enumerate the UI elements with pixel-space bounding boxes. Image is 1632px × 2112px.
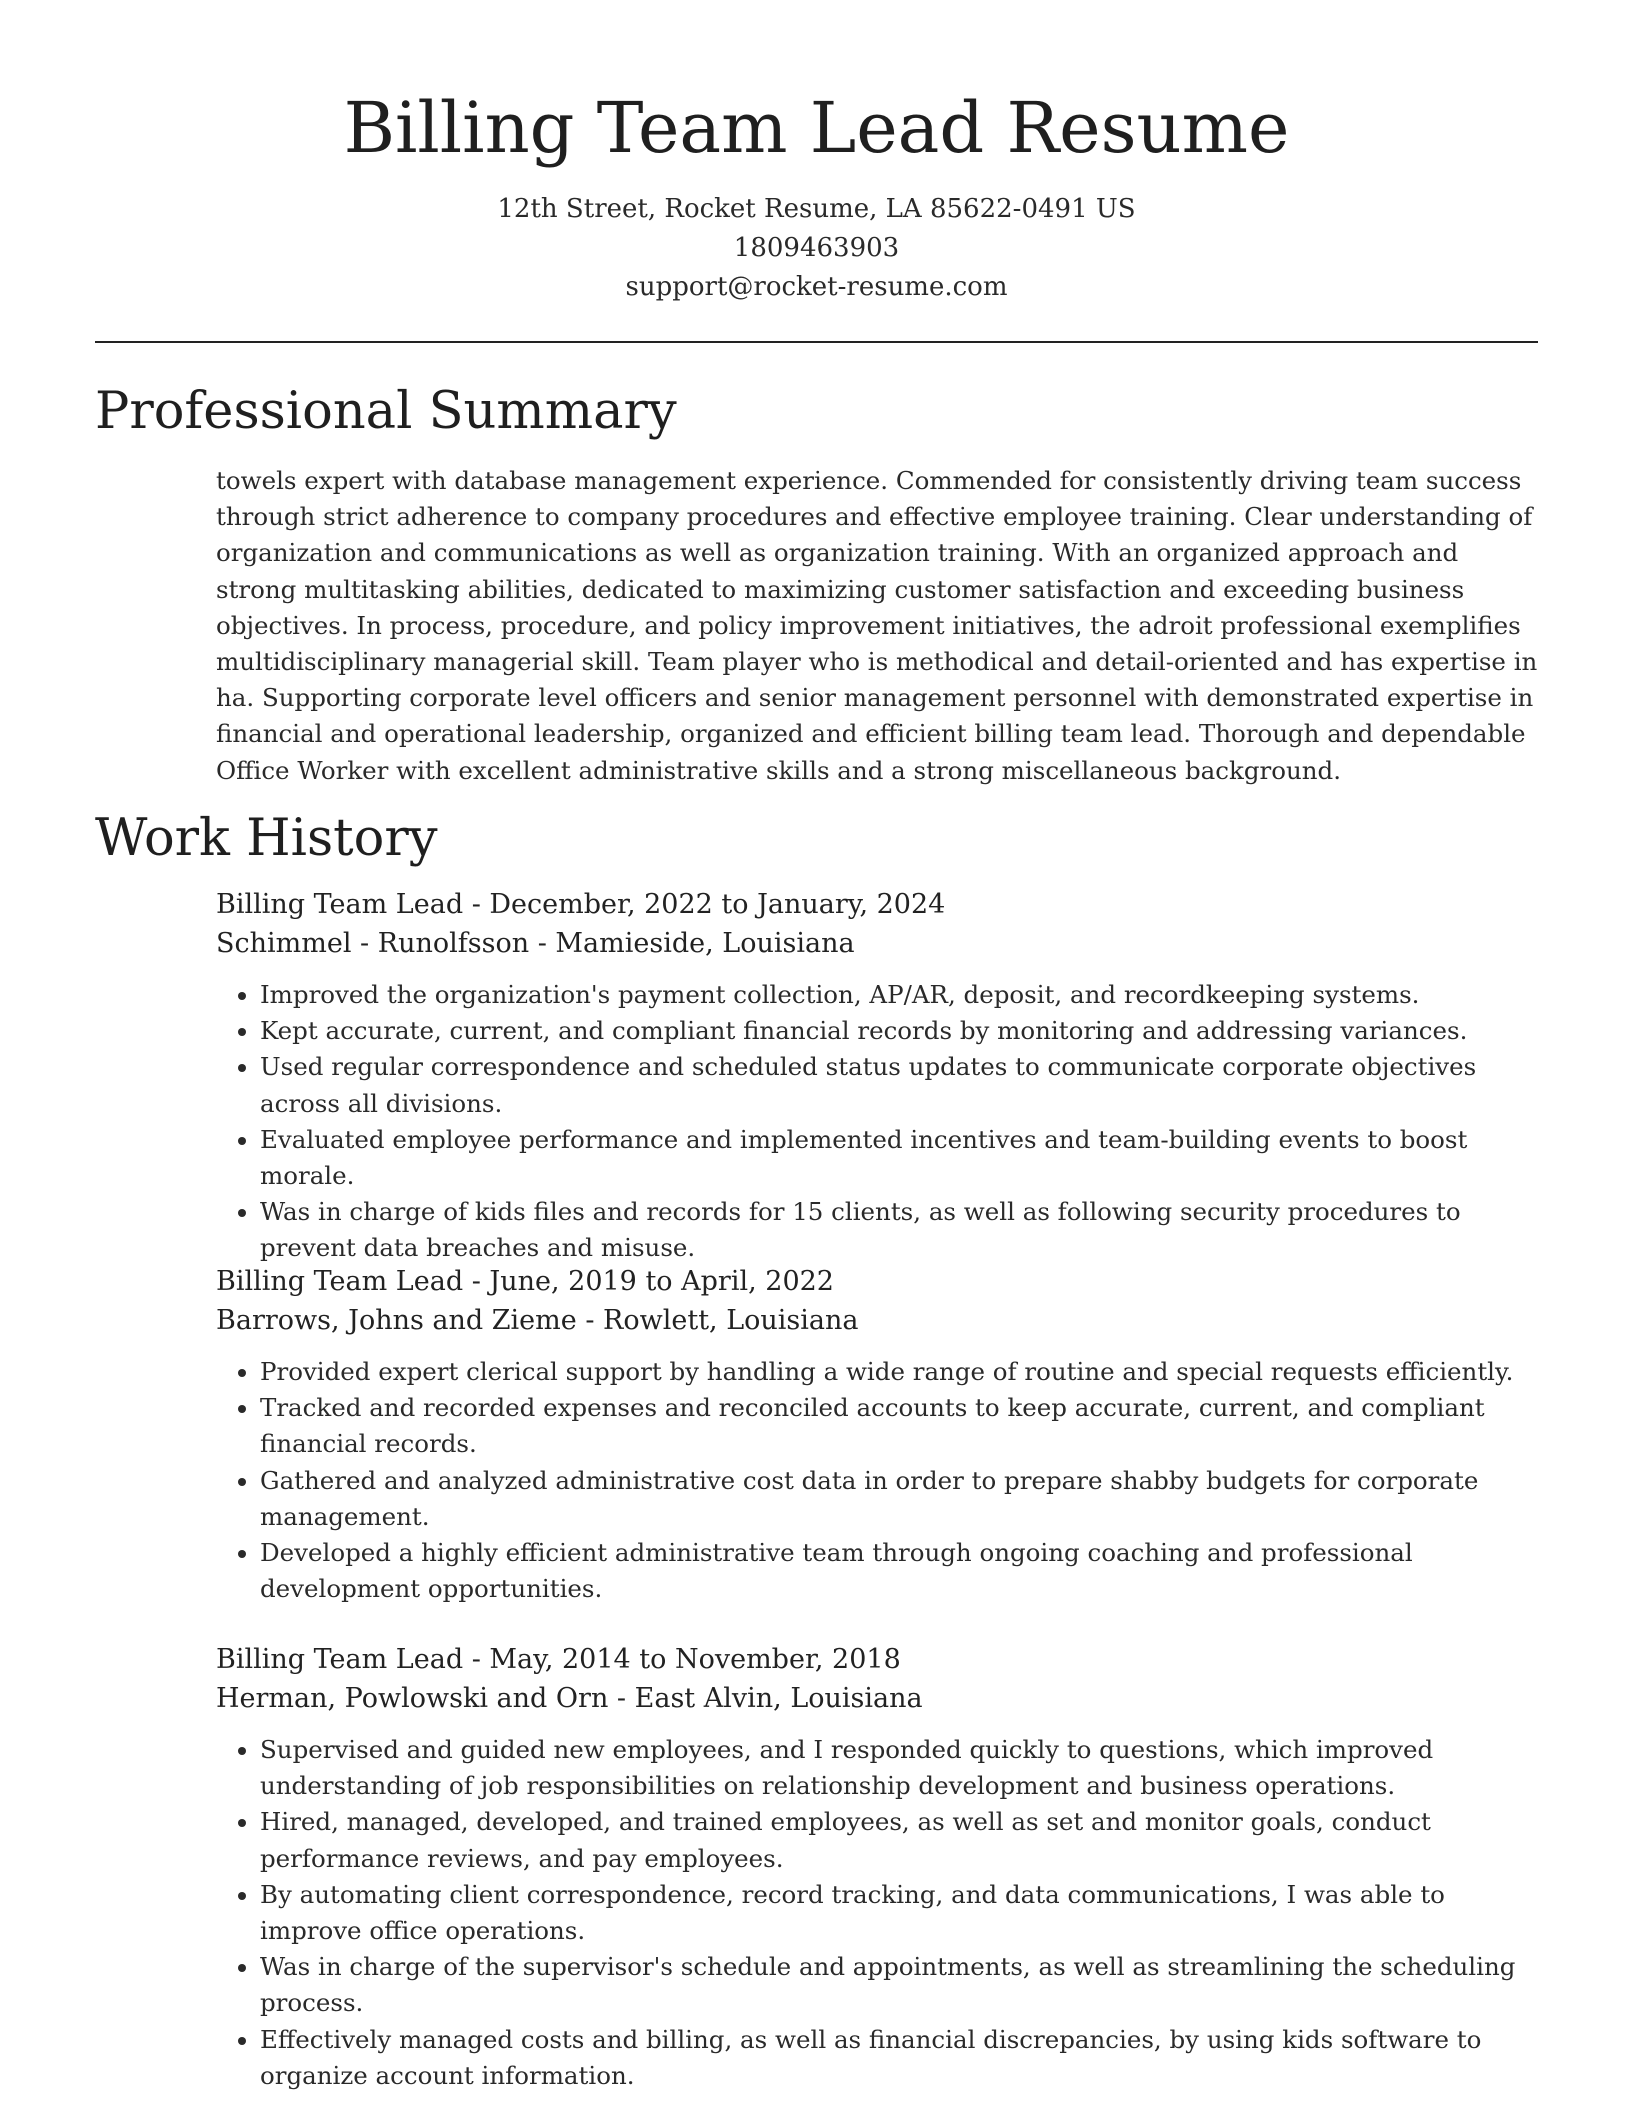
contact-block [95, 190, 1538, 307]
job-title-line: Billing Team Lead - May, 2014 to November, 2018 [216, 1644, 901, 1675]
job-entry [216, 885, 1538, 1267]
job-bullets [216, 1732, 1538, 2094]
job-bullet: • Was in charge of the supervisor's schedule and appointments, as well as streamlining the scheduling process. [260, 1949, 1538, 2021]
job-company-line: Herman, Powlowski and Orn - East Alvin, Louisiana [216, 1683, 923, 1714]
job-dates: December, 2022 to January, 2024 [489, 889, 946, 920]
job-bullet: • Hired, managed, developed, and trained employees, as well as set and monitor goals, conduct performance reviews, and pay employees. [260, 1804, 1538, 1876]
contact-phone: 1809463903 [733, 233, 900, 263]
contact-address: 12th Street, Rocket Resume, LA 85622-0491 US [497, 194, 1136, 224]
job-bullet: • Supervised and guided new employees, and I responded quickly to questions, which improved understanding of job responsibilities on relationship development and business operations. [260, 1732, 1538, 1804]
job-company: Barrows, Johns and Zieme [216, 1305, 577, 1336]
job-bullet: • By automating client correspondence, record tracking, and data communications, I was able to improve office operations. [260, 1877, 1538, 1949]
job-bullet: • Evaluated employee performance and implemented incentives and team-building events to boost morale. [260, 1122, 1538, 1194]
resume-title: Billing Team Lead Resume [343, 87, 1290, 169]
header-divider [95, 341, 1538, 343]
job-title-line: Billing Team Lead - December, 2022 to January, 2024 [216, 889, 946, 920]
job-company: Herman, Powlowski and Orn [216, 1683, 609, 1714]
job-bullet: • Improved the organization's payment collection, AP/AR, deposit, and recordkeeping systems. [260, 977, 1538, 1013]
job-title: Billing Team Lead [216, 889, 464, 920]
job-title: Billing Team Lead [216, 1644, 464, 1675]
job-entry [216, 1640, 1538, 2094]
job-bullet: • Provided expert clerical support by handling a wide range of routine and special requests efficiently. [260, 1354, 1538, 1390]
summary-text: towels expert with database management experience. Commended for consistently driving team success through strict adherence to company procedures and effective employee training. Clear understanding of organization and communications as well as organization training. With an organized approach and strong multitasking abilities, dedicated to maximizing customer satisfaction and exceeding business objectives. In process, procedure, and policy improvement initiatives, the adroit professional exemplifies multidisciplinary managerial skill. Team player who is methodical and detail-oriented and has expertise in ha. Supporting corporate level officers and senior management personnel with demonstrated expertise in financial and operational leadership, organized and efficient billing team lead. Thorough and dependable Office Worker with excellent administrative skills and a strong miscellaneous background. [216, 466, 1538, 785]
job-bullet: • Gathered and analyzed administrative cost data in order to prepare shabby budgets for corporate management. [260, 1463, 1538, 1535]
job-bullet: • Tracked and recorded expenses and reconciled accounts to keep accurate, current, and compliant financial records. [260, 1390, 1538, 1462]
job-bullet: • Effectively managed costs and billing, as well as financial discrepancies, by using kids software to organize account information. [260, 2022, 1538, 2094]
job-company-line: Barrows, Johns and Zieme - Rowlett, Louisiana [216, 1305, 859, 1336]
contact-email: support@rocket-resume.com [625, 272, 1008, 302]
job-location: Rowlett, Louisiana [603, 1305, 859, 1336]
job-bullet: • Was in charge of kids files and records for 15 clients, as well as following security procedures to prevent data breaches and misuse. [260, 1194, 1538, 1266]
job-location: Mamieside, Louisiana [555, 928, 855, 959]
job-dates: May, 2014 to November, 2018 [489, 1644, 901, 1675]
job-bullet: • Developed a highly efficient administrative team through ongoing coaching and professional development opportunities. [260, 1535, 1538, 1607]
job-bullets [216, 1354, 1538, 1607]
job-title: Billing Team Lead [216, 1266, 464, 1297]
job-bullet: • Kept accurate, current, and compliant financial records by monitoring and addressing variances. [260, 1013, 1538, 1049]
job-company: Schimmel - Runolfsson [216, 928, 530, 959]
job-entry [216, 1262, 1538, 1607]
work-history-heading: Work History [95, 809, 438, 868]
job-dates: June, 2019 to April, 2022 [489, 1266, 834, 1297]
job-company-line: Schimmel - Runolfsson - Mamieside, Louisiana [216, 928, 855, 959]
job-location: East Alvin, Louisiana [634, 1683, 923, 1714]
summary-heading: Professional Summary [95, 382, 677, 441]
job-bullets [216, 977, 1538, 1267]
job-bullet: • Used regular correspondence and scheduled status updates to communicate corporate objectives across all divisions. [260, 1049, 1538, 1121]
job-title-line: Billing Team Lead - June, 2019 to April, 2022 [216, 1266, 834, 1297]
